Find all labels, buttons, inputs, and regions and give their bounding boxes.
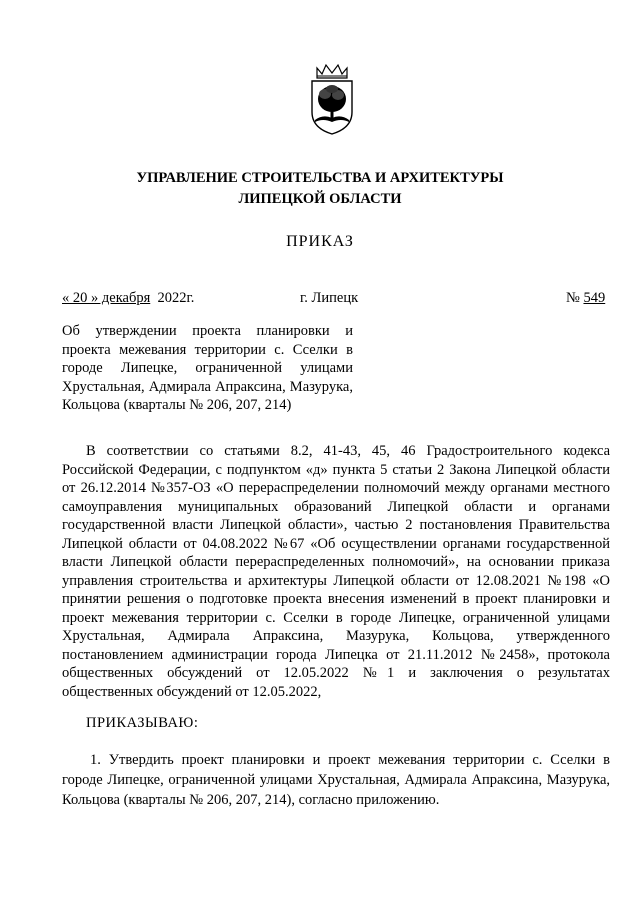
order-date-day-month: « 20 » декабря [62, 290, 151, 306]
org-name-line2: ЛИПЕЦКОЙ ОБЛАСТИ [238, 191, 402, 207]
order-number-label: № [566, 290, 580, 306]
order-subject: Об утверждении проекта планировки и проекта межевания территории с. Сселки в городе Липецке, ограниченной улицами Хрустальная, Адмирала Апраксина, Мазурука, Кольцова (кварталы № 206, 207, 214) [62, 323, 353, 413]
order-city: г. Липецк [300, 290, 359, 306]
preamble-paragraph: В соответствии со статьями 8.2, 41-43, 45, 46 Градостроительного кодекса Российской Федерации, с подпунктом «д» пункта 5 статьи 2 Закона Липецкой области от 26.12.2014 №357-ОЗ «О перераспределении полномочий между органами местного самоуправления муниципальных образований Липецкой области и органами государственной власти Липецкой области», частью 2 постановления Правительства Липецкой области от 04.08.2022 №67 «Об осуществлении органами государственной власти Липецкой области перераспределенных полномочий», на основании приказа управления строительства и архитектуры Липецкой области от 12.08.2021 №198 «О принятии решения о подготовке проекта внесения изменений в проект планировки и проект межевания территории с. Сселки в городе Липецке, ограниченной улицами Хрустальная, Адмирала Апраксина, Мазурука, Кольцова, утвержденного постановлением администрации города Липецка от 21.11.2012 №2458», протокола общественных обсуждений от 12.05.2022 №1 и заключения о результатах общественных обсуждений от 12.05.2022, [62, 443, 610, 700]
org-name-line1: УПРАВЛЕНИЕ СТРОИТЕЛЬСТВА И АРХИТЕКТУРЫ [136, 170, 504, 186]
order-item-1: 1. Утвердить проект планировки и проект межевания территории с. Сселки в городе Липецке, ограниченной улицами Хрустальная, Адмирала Апраксина, Мазурука, Кольцова (кварталы № 206, 207, 214), согласно приложению. [62, 752, 610, 808]
order-date-year: 2022г. [157, 290, 195, 306]
order-number-value: 549 [583, 290, 606, 306]
coat-of-arms-icon [305, 62, 359, 136]
order-date [62, 288, 194, 308]
document-type: ПРИКАЗ [286, 233, 354, 250]
order-number [566, 288, 605, 308]
order-word: ПРИКАЗЫВАЮ: [86, 715, 199, 731]
